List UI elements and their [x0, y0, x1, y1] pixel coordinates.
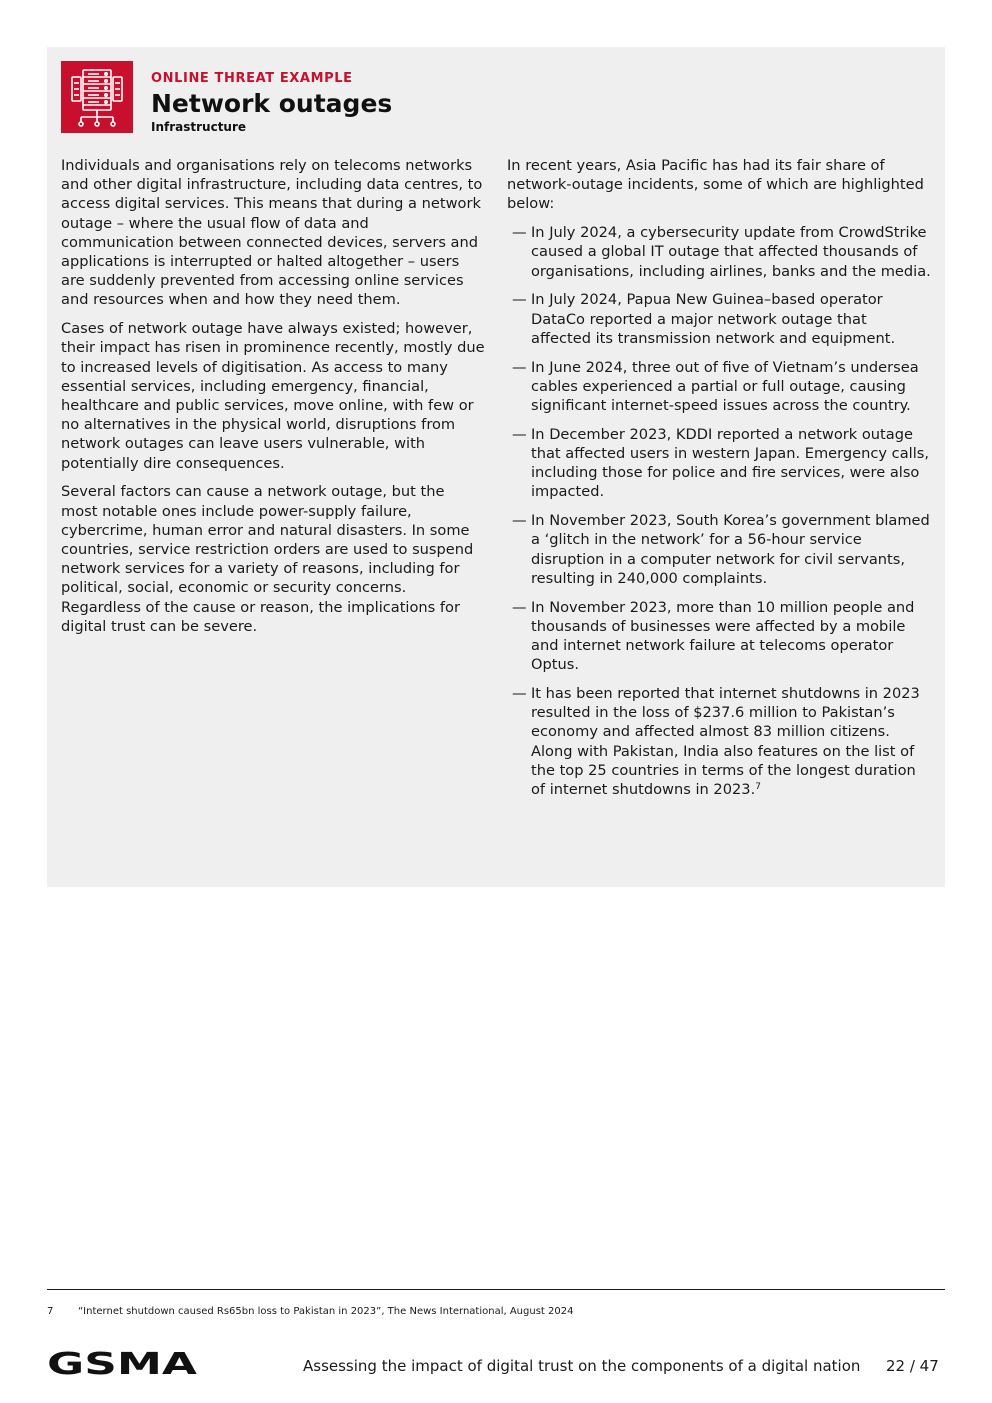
bullet-dash: —: [512, 598, 527, 616]
page-number: 22 / 47: [886, 1357, 939, 1375]
gsma-logo: [47, 1348, 199, 1380]
footer-document-title: Assessing the impact of digital trust on the components of a digital nation: [303, 1357, 861, 1375]
footnote-divider: [47, 1289, 945, 1290]
right-column: [507, 156, 931, 809]
gsma-logo-mark: [47, 1348, 199, 1376]
page-title: Network outages: [151, 89, 393, 118]
footnote-number: 7: [47, 1306, 54, 1317]
list-item-text: In June 2024, three out of five of Vietnam’s undersea cables experienced a partial or full outage, causing significant internet-speed issues across the country.: [531, 358, 919, 415]
list-item: [507, 358, 931, 416]
list-item-text: In July 2024, a cybersecurity update from CrowdStrike caused a global IT outage that affected thousands of organisations, including airlines, banks and the media.: [531, 224, 931, 280]
left-column: [61, 156, 485, 646]
list-item: [507, 223, 931, 281]
bullet-dash: —: [512, 358, 527, 376]
bullet-dash: —: [512, 224, 527, 242]
list-item-text: In December 2023, KDDI reported a network outage that affected users in western Japan. Emergency calls, including those for police and fire services, were also impacted.: [531, 425, 929, 501]
intro-paragraph: In recent years, Asia Pacific has had its fair share of network-outage incidents, some of which are highlighted below:: [507, 157, 924, 213]
list-item-text: In November 2023, South Korea’s government blamed a ‘glitch in the network’ for a 56-hour service disruption in a computer network for civil servants, resulting in 240,000 complaints.: [531, 512, 930, 587]
list-item: [507, 511, 931, 588]
bullet-dash: —: [512, 425, 527, 443]
page-subtitle: Infrastructure: [151, 120, 247, 134]
list-item-text: In November 2023, more than 10 million people and thousands of businesses were affected by a mobile and internet network failure at telecoms operator Optus.: [531, 598, 915, 674]
threat-example-panel: [47, 47, 945, 887]
footnote-ref[interactable]: 7: [755, 782, 761, 793]
list-item-text: In July 2024, Papua New Guinea–based operator DataCo reported a major network outage that affected its transmission network and equipment.: [531, 291, 896, 347]
list-item-text: It has been reported that internet shutdowns in 2023 resulted in the loss of $237.6 million to Pakistan’s economy and affected almost 83 million citizens. Along with Pakistan, India also features on the list of the top 25 countries in terms of the longest duration of internet shutdowns in 2023.: [531, 685, 920, 799]
incident-list: [507, 223, 931, 799]
network-rack-icon: [61, 61, 133, 133]
paragraph: Several factors can cause a network outage, but the most notable ones include power-supply failure, cybercrime, human error and natural disasters. In some countries, service restriction orders are used to suspend network services for a variety of reasons, including for political, social, economic or security concerns. Regardless of the cause or reason, the implications for digital trust can be severe.: [61, 483, 474, 635]
paragraph: Individuals and organisations rely on telecoms networks and other digital infrastructure, including data centres, to access digital services. This means that during a network outage – where the usual flow of data and communication between connected devices, servers and applications is interrupted or halted altogether – users are suddenly prevented from accessing online services and resources when and how they need them.: [61, 157, 483, 309]
bullet-dash: —: [512, 291, 527, 309]
logo-wordmark: GSMA: [47, 1348, 199, 1376]
bullet-dash: —: [512, 512, 527, 530]
bullet-dash: —: [512, 685, 527, 703]
section-eyebrow: ONLINE THREAT EXAMPLE: [151, 71, 353, 86]
list-item: [507, 290, 931, 348]
list-item: [507, 425, 931, 502]
list-item: [507, 598, 931, 675]
paragraph: Cases of network outage have always existed; however, their impact has risen in prominence recently, mostly due to increased levels of digitisation. As access to many essential services, including emergency, financial, healthcare and public services, move online, with few or no alternatives in the physical world, disruptions from network outages can leave users vulnerable, with potentially dire consequences.: [61, 320, 485, 472]
list-item: [507, 684, 931, 799]
footnote-text: “Internet shutdown caused Rs65bn loss to Pakistan in 2023”, The News International, August 2024: [78, 1306, 574, 1317]
